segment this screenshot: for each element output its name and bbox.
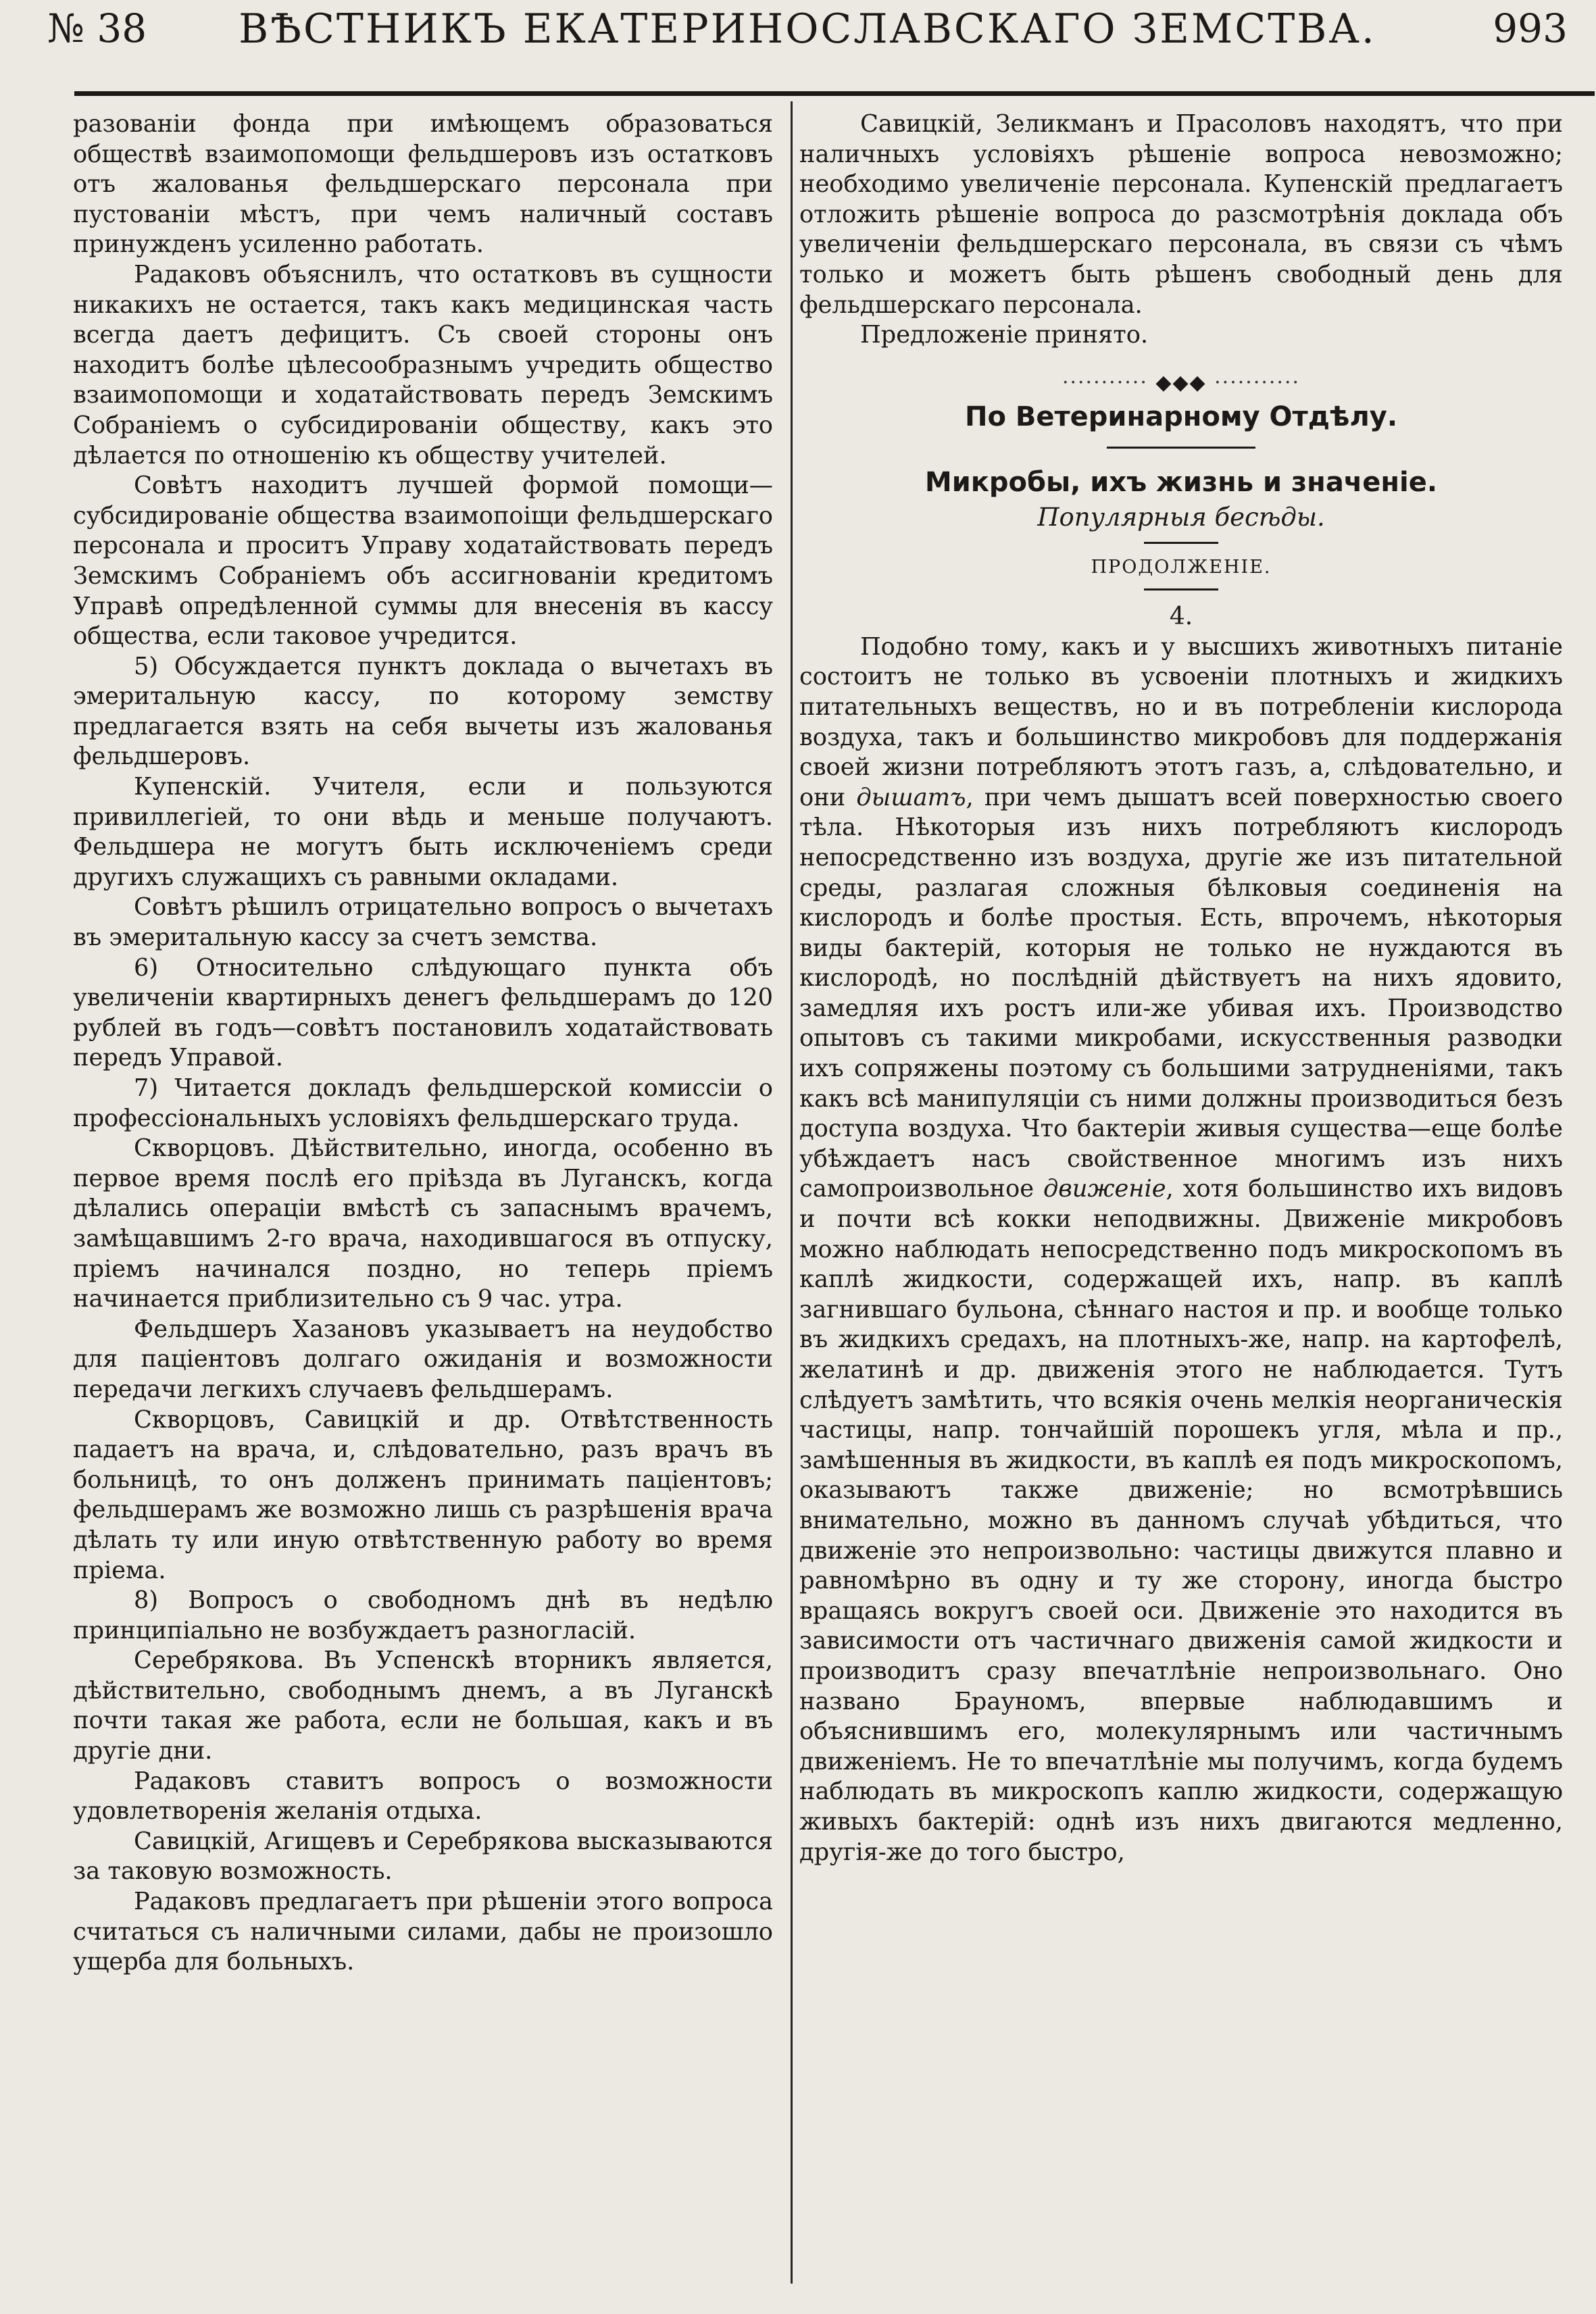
page-number: 993 bbox=[1493, 5, 1568, 51]
paragraph: Радаковъ объяснилъ, что остатковъ въ сущности никакихъ не остается, такъ какъ медицинская часть всегда даетъ дефицитъ. Съ своей стороны онъ находитъ болѣе цѣлесообразнымъ учредить общество взаимопомощи и ходатайствовать передъ Земскимъ Собраніемъ о субсидированіи обществу, какъ это дѣлается по отношенію къ обществу учителей. bbox=[73, 260, 773, 470]
continuation-separator bbox=[1144, 588, 1218, 590]
paragraph: 8) Вопросъ о свободномъ днѣ въ недѣлю принципіально не возбуждаетъ разногласій. bbox=[73, 1586, 773, 1644]
paragraph: разованіи фонда при имѣющемъ образоваться обществѣ взаимопомощи фельдшеровъ изъ остатковъ отъ жалованья фельдшерскаго персонала при пустованіи мѣстъ, при чемъ наличный составъ принужденъ усиленно работать. bbox=[73, 110, 773, 259]
paragraph: Савицкій, Зеликманъ и Прасоловъ находятъ, что при наличныхъ условіяхъ рѣшеніе вопроса невозможно; необходимо увеличеніе персонала. Купенскій предлагаетъ отложить рѣшеніе вопроса до разсмотрѣнія доклада объ увеличеніи фельдшерскаго персонала, въ связи съ чѣмъ только и можетъ быть рѣшенъ свободный день для фельдшерскаго персонала. bbox=[799, 110, 1563, 319]
running-header bbox=[47, 5, 1568, 80]
article-paragraph bbox=[799, 632, 1563, 1867]
column-divider bbox=[791, 101, 793, 2284]
journal-title: ВѢСТНИКЪ ЕКАТЕРИНОСЛАВСКАГО ЗЕМСТВА. bbox=[239, 5, 1376, 53]
ornament-icon: ◆◆◆ bbox=[1155, 370, 1207, 395]
paragraph: 5) Обсуждается пунктъ доклада о вычетахъ въ эмеритальную кассу, по которому земству предлагается взять на себя вычеты изъ жалованья фельдшеровъ. bbox=[73, 652, 773, 771]
article-title: Микробы, ихъ жизнь и значеніе. bbox=[924, 466, 1438, 498]
heading-separator bbox=[1107, 447, 1255, 449]
article-subtitle: Популярныя бесѣды. bbox=[1037, 502, 1325, 532]
issue-number: № 38 bbox=[47, 5, 147, 51]
paragraph: Совѣтъ находитъ лучшей формой помощи—субсидированіе общества взаимопоіщи фельдшерскаго персонала и проситъ Управу ходатайствовать передъ Земскимъ Собраніемъ объ ассигнованіи кредитомъ Управѣ опредѣленной суммы для внесенія въ кассу общества, если таковое учредится. bbox=[73, 472, 773, 651]
paragraph: Купенскій. Учителя, если и пользуются привиллегіей, то они вѣдь и меньше получаютъ. Фельдшера не могутъ быть исключеніемъ среди другихъ служащихъ съ равными окладами. bbox=[73, 773, 773, 891]
left-column bbox=[73, 109, 773, 1978]
paragraph-text: , хотя большинство ихъ видовъ и почти всѣ кокки неподвижны. Движеніе микробовъ можно наблюдать непосредственно подъ микроскопомъ въ каплѣ жидкости, содержащей ихъ, напр. въ каплѣ загнившаго бульона, сѣннаго настоя и пр. и вообще только въ жидкихъ средахъ, на плотныхъ-же, напр. на картофелѣ, желатинѣ и др. движенія этого не наблюдается. Тутъ слѣдуетъ замѣтить, что всякія очень мелкія неорганическія частицы, напр. тончайшій порошекъ угля, мѣла и пр., замѣшенныя въ жидкости, въ каплѣ ея подъ микроскопомъ, оказываютъ также движеніе; но всмотрѣвшись внимательно, можно въ данномъ случаѣ убѣдиться, что движеніе это непроизвольно: частицы движутся плавно и равномѣрно въ одну и ту же сторону, иногда быстро вращаясь вокругъ своей оси. Движеніе это находится въ зависимости отъ частичнаго движенія самой жидкости и производитъ сразу впечатлѣніе непроизвольнаго. Оно названо Брауномъ, впервые наблюдавшимъ и объяснившимъ его, молекулярнымъ или частичнымъ движеніемъ. Не то впечатлѣніе мы получимъ, когда будемъ наблюдать въ микроскопъ каплю жидкости, содержащую живыхъ бактерій: однѣ изъ нихъ двигаются медленно, другія-же до того быстро, bbox=[799, 1175, 1563, 1866]
continuation-label: ПРОДОЛЖЕНІЕ. bbox=[1091, 556, 1272, 578]
paragraph: Серебрякова. Въ Успенскѣ вторникъ является, дѣйствительно, свободнымъ днемъ, а въ Луганскѣ почти такая же работа, если не большая, какъ и въ другіе дни. bbox=[73, 1646, 773, 1765]
department-heading: По Ветеринарному Отдѣлу. bbox=[964, 401, 1398, 432]
emphasis-text: движеніе bbox=[1043, 1175, 1166, 1203]
paragraph: Савицкій, Агищевъ и Серебрякова высказываются за таковую возможность. bbox=[73, 1827, 773, 1886]
paragraph: Скворцовъ. Дѣйствительно, иногда, особенно въ первое время послѣ его пріѣзда въ Луганскъ, когда дѣлались операціи вмѣстѣ съ запаснымъ врачемъ, замѣщавшимъ 2-го врача, находившагося въ отпуску, пріемъ начинался поздно, но теперь пріемъ начинается приблизительно съ 9 час. утра. bbox=[73, 1134, 773, 1313]
header-rule bbox=[74, 91, 1595, 96]
paragraph-text: Подобно тому, какъ и у высшихъ животныхъ питаніе состоитъ не только въ усвоеніи плотныхъ и жидкихъ питательныхъ веществъ, но и въ потребленіи кислорода воздуха, такъ и большинство микробовъ для поддержанія своей жизни потребляютъ этотъ газъ, а, слѣдовательно, и они bbox=[799, 632, 1563, 811]
paragraph: 6) Относительно слѣдующаго пункта объ увеличеніи квартирныхъ денегъ фельдшерамъ до 120 рублей въ годъ—совѣтъ постановилъ ходатайствовать передъ Управой. bbox=[73, 953, 773, 1072]
right-column bbox=[799, 109, 1563, 1867]
section-ornament: ··········· ◆◆◆ ··········· bbox=[1062, 370, 1301, 395]
paragraph: Предложеніе принято. bbox=[860, 321, 1149, 349]
paragraph: Радаковъ ставитъ вопросъ о возможности удовлетворенія желанія отдыха. bbox=[73, 1767, 773, 1826]
paragraph: Скворцовъ, Савицкій и др. Отвѣтственность падаетъ на врача, и, слѣдовательно, разъ врачъ въ больницѣ, то онъ долженъ принимать паціентовъ; фельдшерамъ же возможно лишь съ разрѣшенія врача дѣлать ту или иную отвѣтственную работу во время пріема. bbox=[73, 1405, 773, 1584]
emphasis-text: дышатъ bbox=[856, 783, 966, 811]
paragraph: Фельдшеръ Хазановъ указываетъ на неудобство для паціентовъ долгаго ожиданія и возможности передачи легкихъ случаевъ фельдшерамъ. bbox=[73, 1315, 773, 1403]
right-column-intro bbox=[799, 109, 1563, 351]
section-number: 4. bbox=[1169, 602, 1193, 630]
paragraph-text: , при чемъ дышатъ всей поверхностью своего тѣла. Нѣкоторыя изъ нихъ потребляютъ кислородъ непосредственно изъ воздуха, другіе же изъ питательной среды, разлагая сложныя бѣлковыя соединенія на кислородъ и болѣе простыя. Есть, впрочемъ, нѣкоторыя виды бактерій, которыя не только не нуждаются въ кислородѣ, но послѣдній дѣйствуетъ на нихъ ядовито, замедляя ихъ ростъ или-же убивая ихъ. Производство опытовъ съ такими микробами, искусственныя разводки ихъ сопряжены поэтому съ большими затрудненіями, такъ какъ всѣ манипуляціи съ ними должны производиться безъ доступа воздуха. Что бактеріи живыя существа—еще болѣе убѣждаетъ насъ свойственное многимъ изъ нихъ самопроизвольное bbox=[799, 783, 1563, 1203]
paragraph: Совѣтъ рѣшилъ отрицательно вопросъ о вычетахъ въ эмеритальную кассу за счетъ земства. bbox=[73, 893, 773, 952]
paragraph: Радаковъ предлагаетъ при рѣшеніи этого вопроса считаться съ наличными силами, дабы не произошло ущерба для больныхъ. bbox=[73, 1888, 773, 1976]
subtitle-separator bbox=[1144, 542, 1218, 544]
paragraph: 7) Читается докладъ фельдшерской комиссіи о профессіональныхъ условіяхъ фельдшерскаго труда. bbox=[73, 1074, 773, 1132]
